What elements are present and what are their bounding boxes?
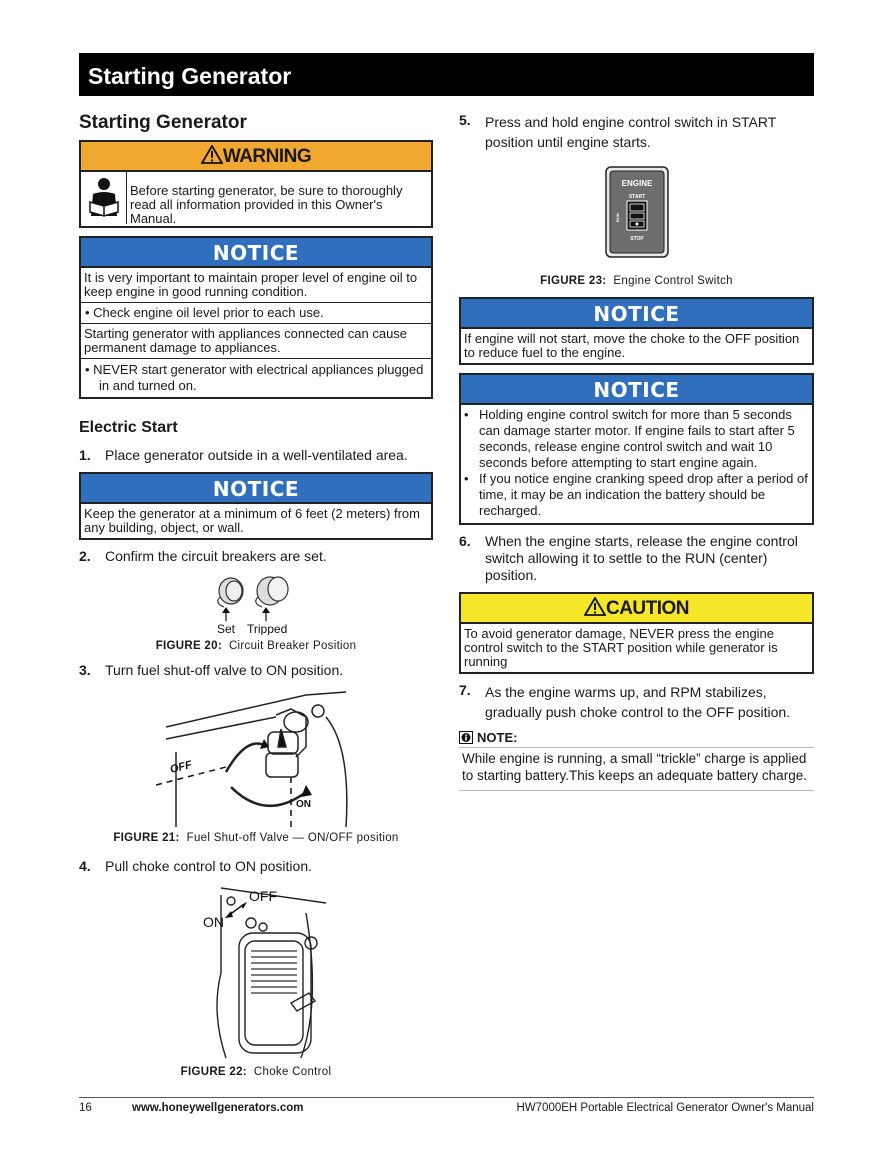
circuit-breaker-illustration xyxy=(196,573,316,635)
notice-header: NOTICE xyxy=(461,375,812,405)
step-6 xyxy=(459,533,814,584)
step-3 xyxy=(79,662,433,679)
step-number: 6. xyxy=(459,533,471,549)
figure-22 xyxy=(79,883,433,1078)
figure-caption: FIGURE 22: Choke Control xyxy=(180,1066,332,1078)
engine-control-switch-icon xyxy=(605,166,669,258)
step-text: As the engine warms up, and RPM stabilizes, gradually push choke control to the OFF position. xyxy=(485,684,791,720)
label-off: OFF xyxy=(168,758,194,776)
step-4 xyxy=(79,858,433,875)
step-text: Pull choke control to ON position. xyxy=(105,858,312,874)
warning-text: Before starting generator, be sure to thoroughly read all information provided in this Owner's Manual. xyxy=(130,183,403,226)
notice-header: NOTICE xyxy=(81,238,431,268)
figure-21 xyxy=(79,687,433,844)
step-text: Turn fuel shut-off valve to ON position. xyxy=(105,662,344,678)
website-link[interactable]: www.honeywellgenerators.com xyxy=(132,1102,304,1114)
step-number: 3. xyxy=(79,662,91,678)
step-number: 7. xyxy=(459,682,471,698)
notice-box-choke xyxy=(459,297,814,365)
warning-header xyxy=(81,142,431,172)
notice-row: If engine will not start, move the choke to the OFF position to reduce fuel to the engine. xyxy=(464,331,800,360)
notice-row: • NEVER start generator with electrical appliances plugged in and turned on. xyxy=(85,362,424,393)
page-number: 16 xyxy=(79,1102,92,1114)
label-tripped: Tripped xyxy=(247,622,288,635)
warning-triangle-icon xyxy=(201,145,223,164)
notice-row: Starting generator with appliances connected can cause permanent damage to appliances. xyxy=(81,324,431,359)
figure-23 xyxy=(459,166,814,287)
figure-caption: FIGURE 23: Engine Control Switch xyxy=(540,275,733,287)
step-5 xyxy=(459,112,814,152)
step-7 xyxy=(459,682,814,722)
step-2 xyxy=(79,548,433,565)
switch-run-label: RUN xyxy=(614,213,620,222)
notice-row: Keep the generator at a minimum of 6 feet (2 meters) from any building, object, or wall. xyxy=(84,506,420,535)
switch-title: ENGINE xyxy=(621,179,652,188)
fuel-valve-illustration xyxy=(156,687,356,827)
notice-bullet: • If you notice engine cranking speed drop after a period of time, it may be an indication the battery should be recharged. xyxy=(464,471,808,518)
choke-control-illustration xyxy=(181,883,331,1061)
read-manual-icon xyxy=(81,172,127,224)
figure-caption: FIGURE 20: Circuit Breaker Position xyxy=(155,640,357,652)
caution-header xyxy=(461,594,812,624)
note-text: While engine is running, a small “trickle” charge is applied to starting battery.This keeps an adequate battery charge. xyxy=(459,747,814,791)
notice-row: • Check engine oil level prior to each use. xyxy=(81,303,431,324)
page-banner xyxy=(79,53,814,96)
step-text: Confirm the circuit breakers are set. xyxy=(105,548,327,564)
notice-box-oil xyxy=(79,236,433,399)
notice-box-distance xyxy=(79,472,433,540)
section-title: Starting Generator xyxy=(79,112,247,133)
note-block xyxy=(459,730,814,791)
label-off: OFF xyxy=(249,888,277,904)
step-number: 2. xyxy=(79,548,91,564)
subsection-title: Electric Start xyxy=(79,419,178,436)
step-1 xyxy=(79,447,433,464)
label-set: Set xyxy=(217,622,236,635)
right-column xyxy=(459,112,814,791)
left-column xyxy=(79,112,433,1088)
notice-bullet: • Holding engine control switch for more than 5 seconds can damage starter motor. If engine fails to start after 5 seconds, release engine control switch and wait 10 seconds before attempting to start engine again. xyxy=(464,407,795,470)
step-number: 1. xyxy=(79,447,91,463)
info-icon xyxy=(459,731,473,744)
step-number: 5. xyxy=(459,112,471,128)
footer-divider xyxy=(79,1097,814,1098)
label-on: ON xyxy=(203,914,224,930)
warning-box xyxy=(79,140,433,228)
notice-box-starter xyxy=(459,373,814,525)
label-on: ON xyxy=(296,799,311,810)
note-header xyxy=(459,730,814,745)
note-label: NOTE: xyxy=(477,730,518,745)
banner-title: Starting Generator xyxy=(88,63,292,89)
step-number: 4. xyxy=(79,858,91,874)
caution-label: CAUTION xyxy=(605,598,690,619)
caution-box xyxy=(459,592,814,674)
notice-header: NOTICE xyxy=(461,299,812,329)
step-text: Place generator outside in a well-ventilated area. xyxy=(105,447,408,463)
switch-stop-label: STOP xyxy=(629,236,644,242)
manual-title: HW7000EH Portable Electrical Generator Owner's Manual xyxy=(516,1102,814,1114)
notice-row: It is very important to maintain proper level of engine oil to keep engine in good running condition. xyxy=(81,268,431,303)
caution-text: To avoid generator damage, NEVER press the engine control switch to the START position while generator is running xyxy=(464,626,778,669)
step-text: Press and hold engine control switch in START position until engine starts. xyxy=(485,114,777,150)
figure-20 xyxy=(79,573,433,652)
notice-header: NOTICE xyxy=(81,474,431,504)
figure-caption: FIGURE 21: Fuel Shut-off Valve — ON/OFF position xyxy=(113,832,399,844)
warning-label: WARNING xyxy=(222,146,312,167)
warning-triangle-icon xyxy=(584,597,606,616)
switch-start-label: START xyxy=(628,194,645,200)
step-text: When the engine starts, release the engine control switch allowing it to settle to the RUN (center) position. xyxy=(485,533,798,583)
